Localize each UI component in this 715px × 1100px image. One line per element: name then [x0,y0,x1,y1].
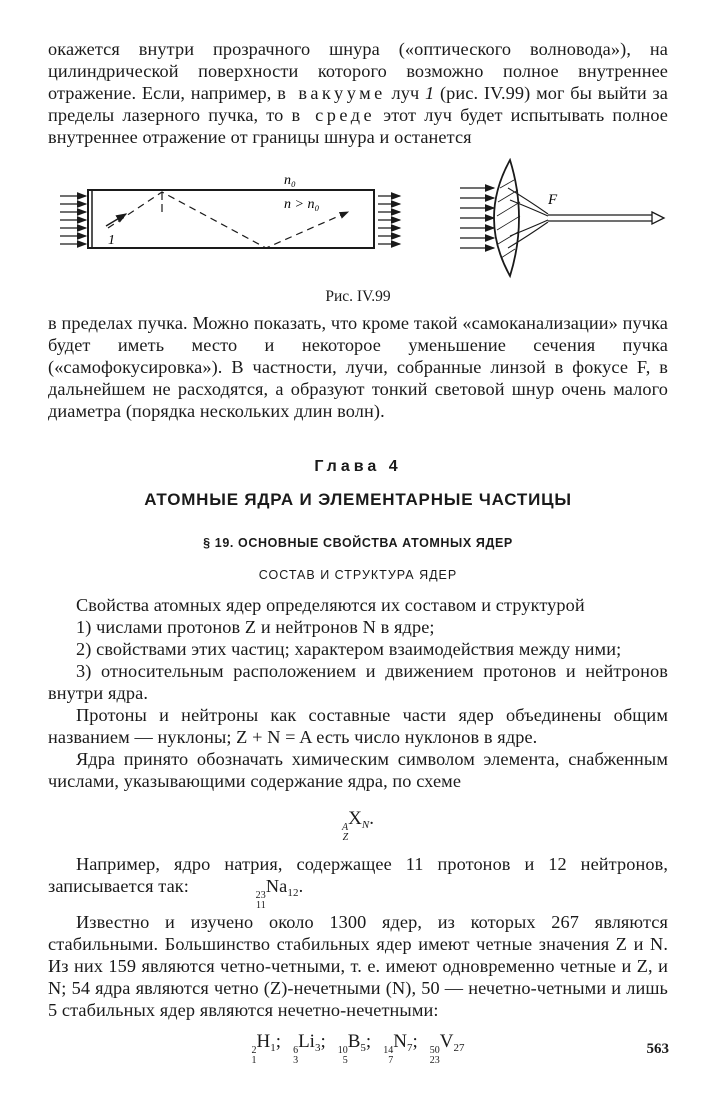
paragraph-3: Свойства атомных ядер определяются их составом и структурой [76,595,585,615]
list-item-1: 1) числами протонов Z и нейтронов N в ядре; [76,617,435,637]
nuclide-b: 10 5 $B_5$; [337,1031,372,1066]
paragraph-notation: Ядра принято обозначать химическим символом элемента, снабженным числами, указывающими содержание ядра, по схеме [48,749,668,791]
chapter-title: АТОМНЫЕ ЯДРА И ЭЛЕМЕНТАРНЫЕ ЧАСТИЦЫ [144,490,572,509]
paragraph-2: в пределах пучка. Можно показать, что кроме такой «самоканализации» пучка будет иметь место и некоторое уменьшение сечения пучка («самофокусировка»). В частности, лучи, собранные линзой в фокусе F, в дальнейшем не расходятся, а образуют тонкий световой шнур очень малого диаметра (порядка нескольких длин волн). [48,313,668,421]
spaced-text-vacuum: в вакууме [277,83,386,103]
paragraph-1: окажется внутри прозрачного шнура («оптического волновода»), на цилиндрической поверхности которого возможно полное внутреннее отражение. Если, например, в вакууме луч 1 (рис. IV.99) мог бы выйти за пределы лазерного пучка, то в среде этот луч будет испытывать полное внутреннее отражение от границы шнура и останется [48,39,669,147]
nuclide-li: 6 3 $Li_3$; [293,1031,326,1066]
paragraph-sodium: Например, ядро натрия, содержащее 11 протонов и 12 нейтронов, записывается так: 23 11 $Na_{12}$. [48,854,668,911]
list-item-3: 3) относительным расположением и движением протонов и нейтронов внутри ядра. [48,661,668,703]
notation-formula: A Z $X_N$. [342,808,374,843]
waveguide-diagram [60,173,400,248]
ray-number: 1 [425,83,435,103]
page-number: 563 [646,1041,669,1057]
paragraph-stable: Известно и изучено около 1300 ядер, из которых 267 являются стабильными. Большинство стабильных ядер имеют четные значения Z и N. Из них 159 являются четно-четными, т. е. имеют одновременно четные и Z, и N; 54 ядра являются четно (Z)-нечетными (N), 50 — нечетно-четными и лишь 5 стабильных ядер являются нечетно-нечетными: [48,912,668,1020]
nuclide-v: 50 23 $V_{27}$ [429,1031,465,1066]
paragraph-nucleons: Протоны и нейтроны как составные части ядер объединены общим названием — нуклоны; Z + N = A есть число нуклонов в ядре. [48,705,668,747]
svg-text:n₀: n₀ [284,173,296,188]
svg-text:1: 1 [108,233,115,248]
nuclide-n: 14 7 $N_7$; [383,1031,418,1066]
svg-text:n > n₀: n > n₀ [284,197,320,212]
lens-focus-diagram [460,160,664,276]
svg-text:F: F [548,192,558,208]
list-item-2: 2) свойствами этих частиц; характером взаимодействия между ними; [76,639,622,659]
figure-caption: Рис. IV.99 [325,288,391,305]
chapter-label: Глава 4 [314,458,402,475]
figure-diagram [48,158,668,286]
nuclide-h: 2 1 $H_1$; [251,1031,282,1066]
sodium-nuclide: 23 11 $Na_{12}$. [255,876,304,911]
subsection-title: СОСТАВ И СТРУКТУРА ЯДЕР [258,568,458,582]
page [48,38,668,1066]
spaced-text-medium: в среде [291,105,376,125]
figure-iv-99 [48,158,668,308]
section-title: § 19. ОСНОВНЫЕ СВОЙСТВА АТОМНЫХ ЯДЕР [203,536,513,550]
nuclide-list [48,1031,668,1066]
